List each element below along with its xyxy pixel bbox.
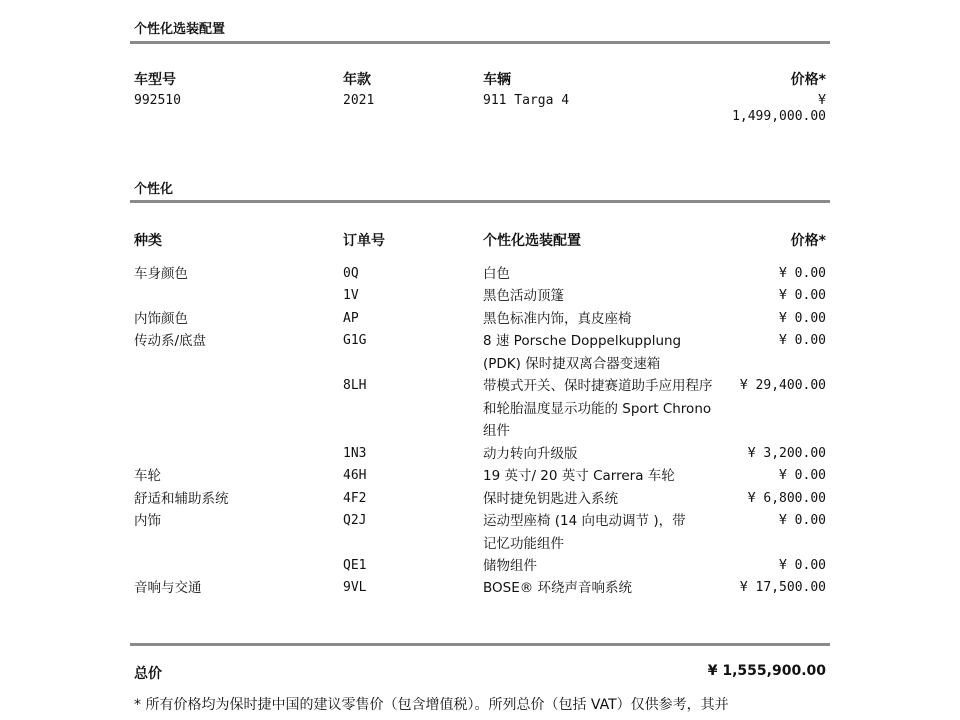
- row-price: ¥ 0.00: [779, 558, 826, 573]
- row-category: 车轮: [134, 468, 161, 484]
- base-price-currency: ¥: [818, 93, 826, 108]
- header-price: 价格*: [790, 233, 826, 249]
- row-code: 9VL: [343, 580, 367, 595]
- row-code: Q2J: [343, 513, 367, 528]
- model-year: 2021: [343, 93, 375, 108]
- row-description: 储物组件: [483, 558, 537, 574]
- section-divider: [130, 200, 830, 203]
- row-category: 内饰颜色: [134, 311, 188, 327]
- total-label: 总价: [134, 666, 162, 682]
- row-code: 4F2: [343, 491, 367, 506]
- section-title-options: 个性化选装配置: [134, 22, 226, 37]
- row-price: ¥ 0.00: [779, 311, 826, 326]
- row-price: ¥ 0.00: [779, 288, 826, 303]
- row-description: 保时捷免钥匙进入系统: [483, 491, 618, 507]
- footnote: * 所有价格均为保时捷中国的建议零售价（包含增值税）。所列总价（包括 VAT）仅供参考，其并: [134, 697, 729, 713]
- row-code: G1G: [343, 333, 367, 348]
- header-vehicle: 车辆: [483, 72, 511, 88]
- row-description: BOSE® 环绕声音响系统: [483, 580, 633, 596]
- row-description: 19 英寸/ 20 英寸 Carrera 车轮: [483, 468, 675, 484]
- row-description: 白色: [483, 266, 510, 282]
- row-description: 8 速 Porsche Doppelkupplung (PDK) 保时捷双离合器变速箱: [483, 333, 682, 372]
- row-description: 黑色标准内饰，真皮座椅: [483, 311, 632, 327]
- row-code: 1N3: [343, 446, 367, 461]
- row-code: AP: [343, 311, 359, 326]
- row-description: 带模式开关、保时捷赛道助手应用程序和轮胎温度显示功能的 Sport Chrono 组件: [483, 378, 713, 439]
- row-code: 46H: [343, 468, 367, 483]
- row-price: ¥ 0.00: [779, 468, 826, 483]
- row-price: ¥ 17,500.00: [739, 580, 826, 595]
- header-model: 车型号: [134, 72, 176, 88]
- row-price: ¥ 3,200.00: [747, 446, 826, 461]
- header-year: 年款: [343, 72, 371, 88]
- row-description: 运动型座椅 (14 向电动调节 )，带记忆功能组件: [483, 513, 686, 552]
- row-description: 黑色活动顶篷: [483, 288, 564, 304]
- section-title-personalization: 个性化: [134, 182, 174, 197]
- header-category: 种类: [134, 233, 162, 249]
- total-value: ¥ 1,555,900.00: [707, 663, 826, 679]
- header-price: 价格*: [790, 72, 826, 88]
- header-option: 个性化选装配置: [483, 233, 581, 249]
- row-description: 动力转向升级版: [483, 446, 578, 462]
- row-price: ¥ 6,800.00: [747, 491, 826, 506]
- base-price: 1,499,000.00: [732, 109, 826, 124]
- row-category: 传动系/底盘: [134, 333, 207, 349]
- row-code: 0Q: [343, 266, 359, 281]
- row-category: 音响与交通: [134, 580, 202, 596]
- vehicle-name: 911 Targa 4: [483, 93, 570, 108]
- total-divider: [130, 643, 830, 646]
- row-category: 舒适和辅助系统: [134, 491, 229, 507]
- row-code: 8LH: [343, 378, 367, 393]
- row-price: ¥ 29,400.00: [739, 378, 826, 393]
- model-code: 992510: [134, 93, 181, 108]
- header-order-number: 订单号: [343, 233, 385, 249]
- row-price: ¥ 0.00: [779, 266, 826, 281]
- row-price: ¥ 0.00: [779, 333, 826, 348]
- row-category: 内饰: [134, 513, 161, 529]
- row-category: 车身颜色: [134, 266, 188, 282]
- row-code: QE1: [343, 558, 367, 573]
- row-code: 1V: [343, 288, 359, 303]
- row-price: ¥ 0.00: [779, 513, 826, 528]
- section-divider: [130, 41, 830, 44]
